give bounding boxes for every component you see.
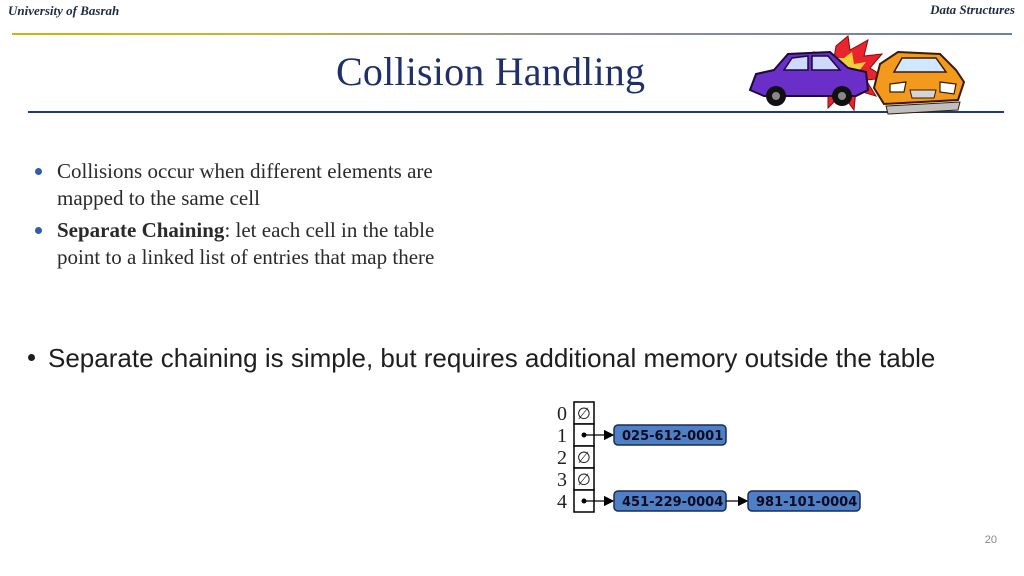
intro-bullets — [35, 158, 475, 276]
list-node-value: 025-612-0001 — [622, 429, 724, 444]
bullet-separate-chaining — [35, 217, 475, 271]
page-number: 20 — [984, 534, 997, 546]
null-pointer: ∅ — [577, 470, 591, 489]
bullet-dot — [28, 354, 35, 361]
header-institution: University of Basrah — [8, 3, 120, 18]
main-bullet-text: Separate chaining is simple, but requires additional memory outside the table — [48, 343, 936, 373]
hash-table-diagram — [540, 398, 880, 518]
bullet-text: Collisions occur when different elements are mapped to the same cell — [57, 159, 433, 210]
bullet-dot — [35, 227, 42, 234]
table-index: 0 — [557, 403, 567, 425]
orange-car — [874, 52, 964, 114]
header-course: Data Structures — [930, 2, 1015, 17]
table-index: 1 — [557, 425, 567, 447]
slide-title: Collision Handling — [336, 49, 646, 94]
table-index: 4 — [557, 491, 567, 513]
list-node-value: 451-229-0004 — [622, 495, 724, 510]
main-bullet — [26, 340, 1008, 376]
bullet-term: Separate Chaining — [57, 218, 225, 242]
list-node-value: 981-101-0004 — [756, 495, 858, 510]
table-index: 3 — [557, 469, 567, 491]
bullet-dot — [35, 168, 42, 175]
car-crash-icon — [744, 34, 970, 116]
table-index: 2 — [557, 447, 567, 469]
bullet-collisions — [35, 158, 475, 212]
null-pointer: ∅ — [577, 448, 591, 467]
null-pointer: ∅ — [577, 404, 591, 423]
bullet-definition: : let each cell in the table point to a linked list of entries that map there — [57, 218, 435, 269]
